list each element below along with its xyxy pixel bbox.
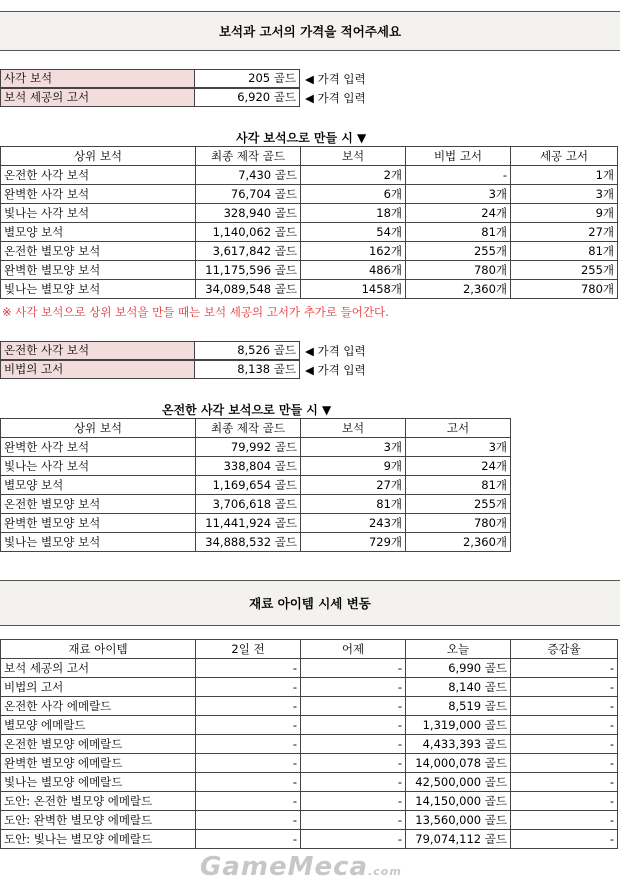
table-cell: - xyxy=(511,678,618,697)
table-cell: 4,433,393 골드 xyxy=(406,735,511,754)
table-cell: - xyxy=(511,792,618,811)
table-cell: - xyxy=(196,773,301,792)
table-cell: 34,089,548 골드 xyxy=(196,280,301,299)
banner-title: 재료 아이템 시세 변동 xyxy=(249,596,371,611)
table-cell: 486개 xyxy=(301,261,406,280)
table-row xyxy=(1,792,618,811)
table-cell: 도안: 빛나는 별모양 에메랄드 xyxy=(1,830,196,849)
table-cell: - xyxy=(301,659,406,678)
table-cell: - xyxy=(301,735,406,754)
table-cell: 완벽한 사각 보석 xyxy=(1,438,196,457)
price-input-banner xyxy=(0,11,620,51)
column-header: 비법 고서 xyxy=(406,147,511,166)
input-row-craft-book xyxy=(0,88,366,107)
table-cell: 81개 xyxy=(511,242,618,261)
input-hint: ◀ 가격 입력 xyxy=(305,362,366,377)
column-header: 최종 제작 골드 xyxy=(196,147,301,166)
table-row xyxy=(1,811,618,830)
table-cell: - xyxy=(196,659,301,678)
table-header-row xyxy=(1,419,511,438)
table-row xyxy=(1,514,511,533)
price-input-secret-book[interactable]: 8,138 골드 xyxy=(195,360,300,379)
table-cell: 3개 xyxy=(511,185,618,204)
column-header: 세공 고서 xyxy=(511,147,618,166)
table-header-row xyxy=(1,147,618,166)
table-row xyxy=(1,457,511,476)
table-cell: 별모양 에메랄드 xyxy=(1,716,196,735)
table-cell: 3개 xyxy=(301,438,406,457)
table-cell: - xyxy=(511,716,618,735)
table-cell: 완벽한 별모양 보석 xyxy=(1,261,196,280)
column-header: 고서 xyxy=(406,419,511,438)
input-label: 온전한 사각 보석 xyxy=(0,341,195,360)
table-cell: 8,140 골드 xyxy=(406,678,511,697)
table-row xyxy=(1,678,618,697)
table-cell: - xyxy=(301,678,406,697)
table-cell: - xyxy=(301,811,406,830)
table-cell: 14,000,078 골드 xyxy=(406,754,511,773)
table-cell: 780개 xyxy=(406,261,511,280)
table-cell: 빛나는 별모양 보석 xyxy=(1,533,196,552)
table-cell: - xyxy=(196,792,301,811)
table-cell: 81개 xyxy=(301,495,406,514)
table-cell: 도안: 완벽한 별모양 에메랄드 xyxy=(1,811,196,830)
input-row-secret-book xyxy=(0,360,366,379)
price-input-square-gem[interactable]: 205 골드 xyxy=(195,69,300,88)
table-cell: 완벽한 별모양 에메랄드 xyxy=(1,754,196,773)
table-cell: 9개 xyxy=(301,457,406,476)
table-cell: - xyxy=(196,811,301,830)
table-cell: 6,990 골드 xyxy=(406,659,511,678)
table-header-row xyxy=(1,640,618,659)
table-cell: 76,704 골드 xyxy=(196,185,301,204)
table-cell: 빛나는 별모양 에메랄드 xyxy=(1,773,196,792)
column-header: 2일 전 xyxy=(196,640,301,659)
table-cell: 255개 xyxy=(406,495,511,514)
market-price-table xyxy=(0,639,618,849)
table-cell: 2개 xyxy=(301,166,406,185)
table-cell: - xyxy=(511,830,618,849)
table-cell: 온전한 별모양 보석 xyxy=(1,495,196,514)
table-row xyxy=(1,533,511,552)
banner-title: 보석과 고서의 가격을 적어주세요 xyxy=(218,24,402,39)
price-input-craft-book[interactable]: 6,920 골드 xyxy=(195,88,300,107)
table-cell: 24개 xyxy=(406,457,511,476)
table-cell: - xyxy=(196,678,301,697)
input-row-intact-gem xyxy=(0,341,366,360)
table-cell: 온전한 별모양 보석 xyxy=(1,242,196,261)
table-cell: 1,140,062 골드 xyxy=(196,223,301,242)
table-cell: 완벽한 사각 보석 xyxy=(1,185,196,204)
column-header: 어제 xyxy=(301,640,406,659)
table-cell: - xyxy=(511,773,618,792)
table-cell: - xyxy=(511,754,618,773)
table-row xyxy=(1,754,618,773)
table-cell: - xyxy=(511,659,618,678)
table-cell: 완벽한 별모양 보석 xyxy=(1,514,196,533)
table-cell: 2,360개 xyxy=(406,280,511,299)
gamemeca-watermark xyxy=(200,852,402,882)
table-cell: - xyxy=(196,735,301,754)
table-cell: 11,175,596 골드 xyxy=(196,261,301,280)
table-cell: 1,169,654 골드 xyxy=(196,476,301,495)
table-cell: 8,519 골드 xyxy=(406,697,511,716)
table-row xyxy=(1,280,618,299)
table-row xyxy=(1,166,618,185)
table-row xyxy=(1,830,618,849)
table-row xyxy=(1,223,618,242)
table-cell: 42,500,000 골드 xyxy=(406,773,511,792)
table-cell: 빛나는 별모양 보석 xyxy=(1,280,196,299)
table-row xyxy=(1,773,618,792)
table-cell: 79,074,112 골드 xyxy=(406,830,511,849)
watermark-main: GameMeca xyxy=(200,852,369,882)
input-hint: ◀ 가격 입력 xyxy=(305,343,366,358)
table-cell: 243개 xyxy=(301,514,406,533)
table-cell: 6개 xyxy=(301,185,406,204)
table-cell: 11,441,924 골드 xyxy=(196,514,301,533)
table-cell: 81개 xyxy=(406,476,511,495)
table-cell: 도안: 온전한 별모양 에메랄드 xyxy=(1,792,196,811)
table-row xyxy=(1,476,511,495)
column-header: 상위 보석 xyxy=(1,419,196,438)
table-cell: - xyxy=(301,716,406,735)
column-header: 보석 xyxy=(301,419,406,438)
table-cell: 3개 xyxy=(406,185,511,204)
table-cell: 27개 xyxy=(301,476,406,495)
table-cell: 1458개 xyxy=(301,280,406,299)
table-cell: 빛나는 사각 보석 xyxy=(1,204,196,223)
column-header: 최종 제작 골드 xyxy=(196,419,301,438)
price-input-intact-gem[interactable]: 8,526 골드 xyxy=(195,341,300,360)
table-cell: 81개 xyxy=(406,223,511,242)
table-cell: 9개 xyxy=(511,204,618,223)
table-cell: 255개 xyxy=(511,261,618,280)
table-cell: 13,560,000 골드 xyxy=(406,811,511,830)
table-cell: 별모양 보석 xyxy=(1,476,196,495)
table-cell: - xyxy=(406,166,511,185)
table-cell: 온전한 사각 에메랄드 xyxy=(1,697,196,716)
table-cell: 780개 xyxy=(511,280,618,299)
table-cell: - xyxy=(196,754,301,773)
table-cell: 729개 xyxy=(301,533,406,552)
input-row-square-gem xyxy=(0,69,366,88)
column-header: 오늘 xyxy=(406,640,511,659)
table-cell: 비법의 고서 xyxy=(1,678,196,697)
table-cell: - xyxy=(196,697,301,716)
table-row xyxy=(1,495,511,514)
table-cell: 2,360개 xyxy=(406,533,511,552)
table-cell: - xyxy=(511,735,618,754)
table-cell: 27개 xyxy=(511,223,618,242)
section-title-intact: 온전한 사각 보석으로 만들 시 ▼ xyxy=(162,403,332,417)
input-hint: ◀ 가격 입력 xyxy=(305,90,366,105)
table-cell: 162개 xyxy=(301,242,406,261)
table-cell: - xyxy=(511,697,618,716)
table-row xyxy=(1,242,618,261)
table-cell: 3,617,842 골드 xyxy=(196,242,301,261)
table-cell: 18개 xyxy=(301,204,406,223)
table-row xyxy=(1,735,618,754)
column-header: 증감율 xyxy=(511,640,618,659)
table-cell: 328,940 골드 xyxy=(196,204,301,223)
column-header: 재료 아이템 xyxy=(1,640,196,659)
table-cell: - xyxy=(511,811,618,830)
table-cell: 별모양 보석 xyxy=(1,223,196,242)
table-cell: 34,888,532 골드 xyxy=(196,533,301,552)
section-title-square: 사각 보석으로 만들 시 ▼ xyxy=(236,131,367,145)
square-gem-table xyxy=(0,146,618,299)
table-cell: 보석 세공의 고서 xyxy=(1,659,196,678)
table-cell: - xyxy=(196,830,301,849)
market-banner xyxy=(0,580,620,626)
input-label: 비법의 고서 xyxy=(0,360,195,379)
input-hint: ◀ 가격 입력 xyxy=(305,71,366,86)
table-cell: - xyxy=(301,830,406,849)
table-cell: 79,992 골드 xyxy=(196,438,301,457)
table-cell: 온전한 별모양 에메랄드 xyxy=(1,735,196,754)
table-cell: - xyxy=(196,716,301,735)
table-row xyxy=(1,185,618,204)
table-cell: 1,319,000 골드 xyxy=(406,716,511,735)
input-label: 사각 보석 xyxy=(0,69,195,88)
table-cell: 3개 xyxy=(406,438,511,457)
input-label: 보석 세공의 고서 xyxy=(0,88,195,107)
table-cell: 빛나는 사각 보석 xyxy=(1,457,196,476)
table-cell: 온전한 사각 보석 xyxy=(1,166,196,185)
column-header: 보석 xyxy=(301,147,406,166)
note-text: ※ 사각 보석으로 상위 보석을 만들 때는 보석 세공의 고서가 추가로 들어간다. xyxy=(2,305,389,319)
table-cell: - xyxy=(301,697,406,716)
table-row xyxy=(1,716,618,735)
table-cell: 54개 xyxy=(301,223,406,242)
table-cell: 338,804 골드 xyxy=(196,457,301,476)
table-cell: - xyxy=(301,754,406,773)
table-cell: 7,430 골드 xyxy=(196,166,301,185)
intact-gem-table xyxy=(0,418,511,552)
table-cell: 1개 xyxy=(511,166,618,185)
table-cell: 255개 xyxy=(406,242,511,261)
table-cell: - xyxy=(301,792,406,811)
table-cell: 3,706,618 골드 xyxy=(196,495,301,514)
watermark-suffix: .com xyxy=(368,865,402,878)
table-row xyxy=(1,659,618,678)
table-cell: 14,150,000 골드 xyxy=(406,792,511,811)
table-row xyxy=(1,697,618,716)
table-row xyxy=(1,261,618,280)
table-row xyxy=(1,204,618,223)
table-cell: 780개 xyxy=(406,514,511,533)
table-cell: - xyxy=(301,773,406,792)
table-row xyxy=(1,438,511,457)
table-cell: 24개 xyxy=(406,204,511,223)
column-header: 상위 보석 xyxy=(1,147,196,166)
